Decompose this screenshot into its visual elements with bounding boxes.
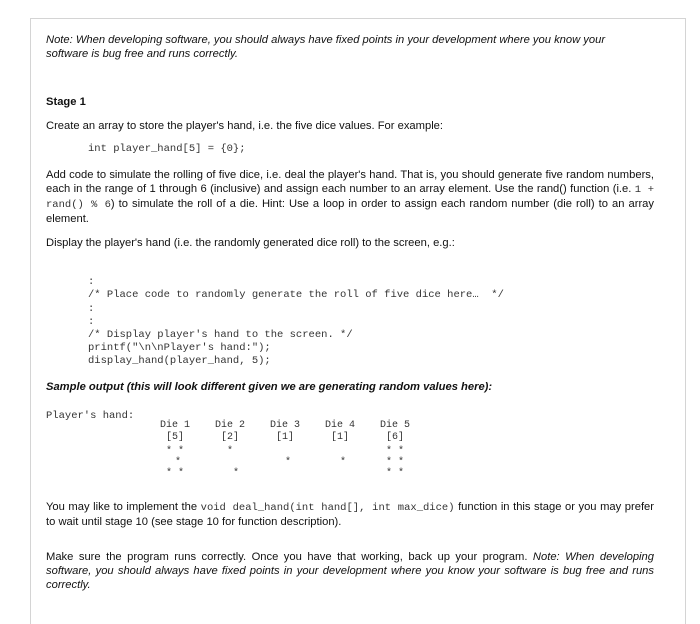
rolling-text-a: Add code to simulate the rolling of five dice, i.e. deal the player's hand. That is, you should generate five random numbers, each in the range of 1 through 6 (inclusive) and assign each number to an array element. Use the rand() function (i.e.: [46, 169, 654, 195]
code-line: printf("\n\nPlayer's hand:");: [88, 342, 271, 355]
code-line: display_hand(player_hand, 5);: [88, 355, 271, 368]
die-1-pips: * * * * *: [165, 446, 184, 479]
stage-instruction: Create an array to store the player's hand, i.e. the five dice values. For example:: [46, 120, 444, 132]
code-line: :: [88, 276, 95, 289]
die-label: Die 1: [159, 420, 190, 431]
code-line: :: [88, 315, 95, 328]
intro-note: Note: When developing software, you should always have fixed points in your development where you know your software is bug free and runs correctly.: [46, 34, 606, 60]
die-3: [265, 420, 305, 444]
deal-hand-signature: void deal_hand(int hand[], int max_dice): [200, 502, 455, 514]
code-line: /* Place code to randomly generate the roll of five dice here… */: [88, 289, 504, 302]
array-declaration-code: int player_hand[5] = {0};: [88, 143, 246, 155]
backup-text: Make sure the program runs correctly. Once you have that working, back up your program.: [46, 551, 533, 563]
die-2: [210, 420, 250, 444]
code-line: :: [88, 302, 95, 315]
die-value: [6]: [385, 432, 404, 443]
deal-hand-instruction: [46, 500, 654, 529]
die-5-pips: * * * * * *: [385, 446, 404, 479]
die-value: [5]: [165, 432, 184, 443]
rolling-instruction: [46, 168, 654, 226]
die-label: Die 2: [214, 420, 245, 431]
die-5: [375, 420, 415, 444]
rand-expression: 1 + rand() % 6: [46, 184, 655, 211]
deal-hand-text-a: You may like to implement the: [46, 501, 201, 513]
rolling-text-b: ) to simulate the roll of a die. Hint: Use a loop in order to assign each random number (die roll) to an array element.: [46, 198, 654, 225]
die-label: Die 4: [324, 420, 355, 431]
display-instruction: Display the player's hand (i.e. the randomly generated dice roll) to the screen, e.g.:: [46, 237, 455, 249]
stage-heading: Stage 1: [46, 96, 86, 108]
die-4: [320, 420, 360, 444]
die-label: Die 5: [379, 420, 410, 431]
die-value: [1]: [330, 432, 349, 443]
code-line: /* Display player's hand to the screen. */: [88, 329, 353, 342]
deal-hand-text-b: function in this stage or you may prefer to wait until stage 10 (see stage 10 for function description).: [46, 501, 655, 528]
die-4-pips: *: [339, 457, 346, 468]
display-code-block: [88, 263, 504, 382]
sample-output-heading: Sample output (this will look different given we are generating random values here):: [46, 381, 493, 393]
die-1: [155, 420, 195, 444]
backup-instruction: [46, 550, 654, 592]
die-value: [1]: [275, 432, 294, 443]
closing-note: Note: When developing software, you should always have fixed points in your development where you know your software is bug free and runs correctly.: [46, 551, 654, 591]
die-3-pips: *: [284, 457, 291, 468]
die-label: Die 3: [269, 420, 300, 431]
die-2-pips: * *: [226, 446, 239, 479]
players-hand-label: Player's hand:: [46, 410, 135, 422]
die-value: [2]: [220, 432, 239, 443]
